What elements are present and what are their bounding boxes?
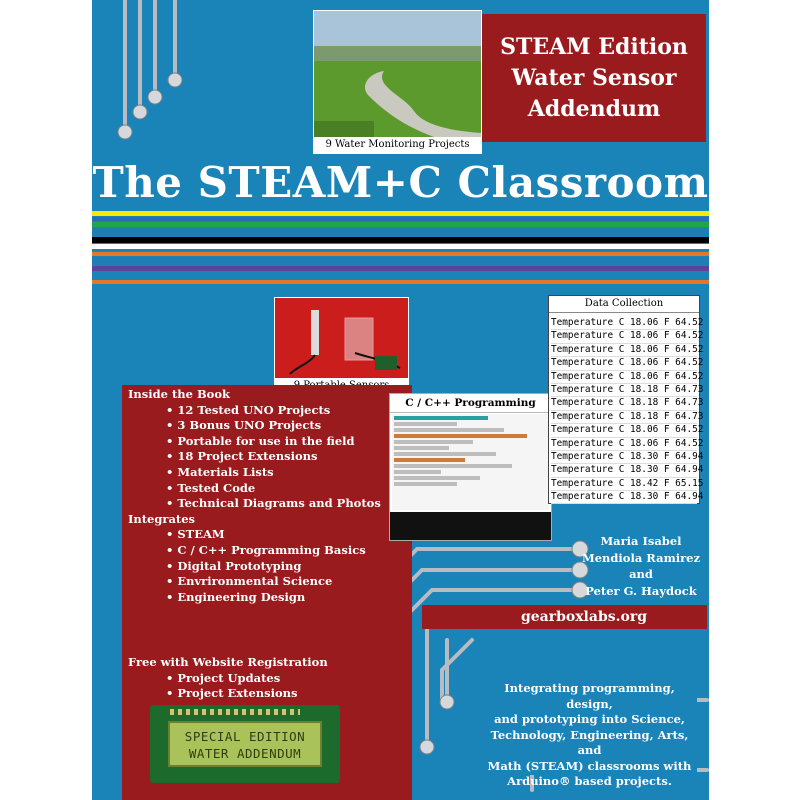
inside-item: • Technical Diagrams and Photos bbox=[166, 496, 381, 511]
edition-line-2: Water Sensor bbox=[511, 65, 677, 91]
author-line: Mendiola Ramirez bbox=[581, 550, 701, 565]
integrates-item: • C / C++ Programming Basics bbox=[166, 542, 366, 557]
author-line: and bbox=[629, 567, 653, 581]
data-row: Temperature C 18.06 F 64.52 bbox=[551, 344, 697, 357]
integrates-item: • Engineering Design bbox=[166, 589, 306, 604]
lcd-pins bbox=[170, 709, 300, 715]
water-photo bbox=[313, 10, 482, 154]
data-row: Temperature C 18.06 F 64.52 bbox=[551, 438, 697, 451]
edition-box bbox=[482, 14, 706, 142]
code-editor bbox=[392, 414, 549, 510]
tagline-line: Technology, Engineering, Arts, and bbox=[490, 727, 689, 757]
free-section bbox=[128, 655, 328, 702]
lcd-line: SPECIAL EDITION bbox=[184, 729, 306, 744]
lcd-display bbox=[150, 705, 340, 783]
integrates-heading: Integrates bbox=[128, 511, 196, 526]
water-photo-caption: 9 Water Monitoring Projects bbox=[314, 137, 481, 153]
book-cover bbox=[92, 0, 709, 800]
integrates-item: • Envrironmental Science bbox=[166, 574, 333, 589]
data-row: Temperature C 18.18 F 64.73 bbox=[551, 384, 697, 397]
author-line: Peter G. Haydock bbox=[585, 583, 697, 598]
tagline-line: Arduino® based projects. bbox=[507, 774, 672, 788]
free-heading: Free with Website Registration bbox=[128, 655, 328, 669]
integrates-item: • STEAM bbox=[166, 527, 225, 542]
data-rows bbox=[551, 317, 704, 504]
inside-item: • Tested Code bbox=[166, 480, 256, 495]
data-collection-window bbox=[548, 295, 704, 504]
data-row: Temperature C 18.30 F 64.94 bbox=[551, 451, 697, 464]
inside-heading: Inside the Book bbox=[128, 387, 230, 401]
authors bbox=[577, 533, 705, 599]
tagline-line: Math (STEAM) classrooms with bbox=[487, 758, 692, 773]
data-row: Temperature C 18.18 F 64.73 bbox=[551, 397, 697, 410]
inside-item: • Materials Lists bbox=[166, 464, 274, 479]
stream-landscape-image bbox=[314, 11, 481, 137]
author-line: Maria Isabel bbox=[600, 534, 682, 548]
inside-item: • 3 Bonus UNO Projects bbox=[166, 418, 322, 433]
portable-sensors-image bbox=[275, 298, 408, 378]
data-row: Temperature C 18.18 F 64.73 bbox=[551, 411, 697, 424]
data-window-title: Data Collection bbox=[549, 296, 699, 313]
tagline-line: and prototyping into Science, bbox=[494, 712, 685, 726]
code-console bbox=[390, 512, 551, 540]
data-row: Temperature C 18.06 F 64.52 bbox=[551, 317, 697, 330]
edition-line-1: STEAM Edition bbox=[500, 34, 688, 60]
inside-section bbox=[128, 387, 381, 605]
code-window-title: C / C++ Programming bbox=[390, 394, 551, 413]
website-bar: gearboxlabs.org bbox=[422, 605, 707, 629]
tagline bbox=[482, 671, 697, 788]
lcd-screen bbox=[168, 721, 322, 767]
inside-item: • Portable for use in the field bbox=[166, 433, 355, 448]
sensors-photo bbox=[274, 297, 409, 395]
free-item: • Project Updates bbox=[166, 670, 281, 685]
data-row: Temperature C 18.30 F 64.94 bbox=[551, 491, 697, 504]
data-row: Temperature C 18.42 F 65.15 bbox=[551, 478, 697, 491]
data-row: Temperature C 18.06 F 64.52 bbox=[551, 371, 697, 384]
code-window bbox=[389, 393, 552, 541]
inside-item: • 18 Project Extensions bbox=[166, 449, 318, 464]
book-title: The STEAM+C Classroom bbox=[92, 158, 709, 207]
tagline-line: Integrating programming, design, bbox=[504, 681, 675, 711]
data-row: Temperature C 18.06 F 64.52 bbox=[551, 330, 697, 343]
inside-item: • 12 Tested UNO Projects bbox=[166, 402, 331, 417]
data-row: Temperature C 18.06 F 64.52 bbox=[551, 357, 697, 370]
lcd-line: WATER ADDENDUM bbox=[188, 746, 302, 761]
data-row: Temperature C 18.30 F 64.94 bbox=[551, 464, 697, 477]
free-item: • Project Extensions bbox=[166, 686, 298, 701]
data-row: Temperature C 18.06 F 64.52 bbox=[551, 424, 697, 437]
edition-line-3: Addendum bbox=[527, 96, 661, 122]
integrates-item: • Digital Prototyping bbox=[166, 558, 302, 573]
